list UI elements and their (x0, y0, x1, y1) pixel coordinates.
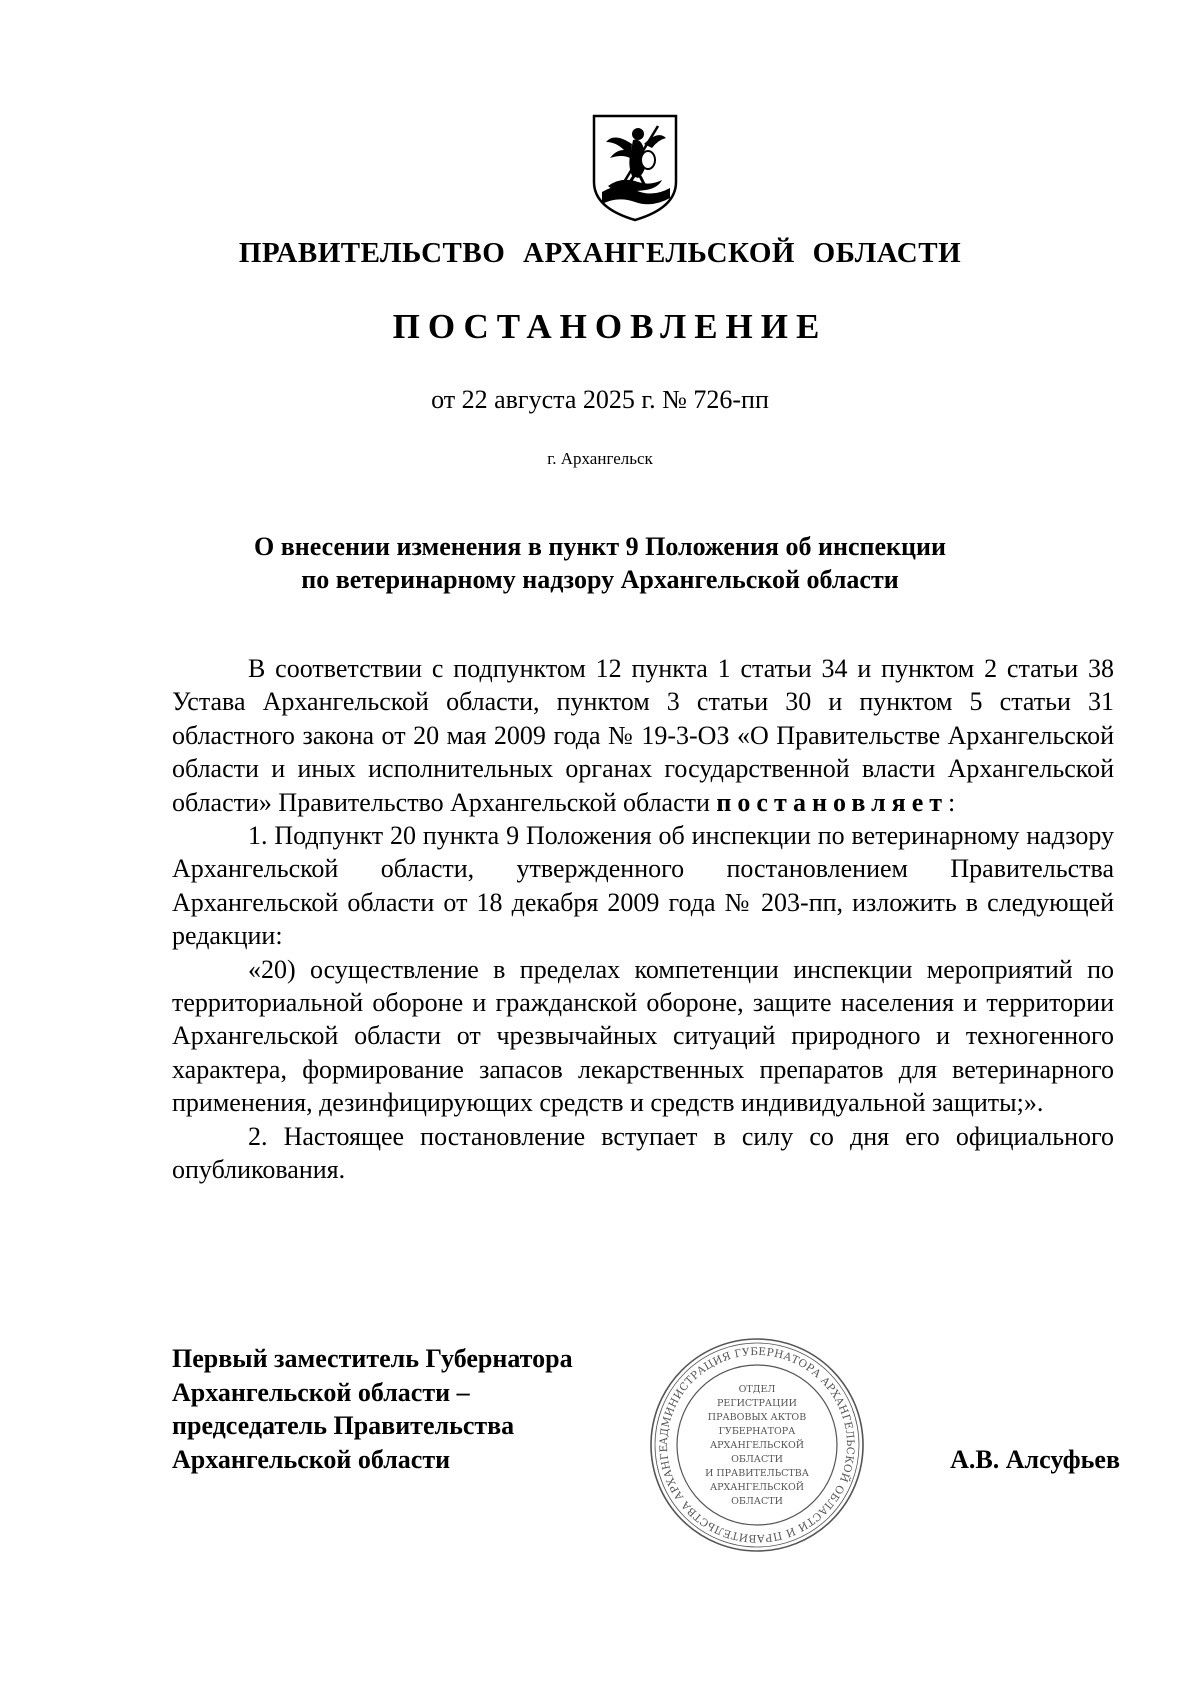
position-line: председатель Правительства (172, 1411, 515, 1440)
coat-of-arms-icon (588, 112, 682, 224)
preamble-text: В соответствии с подпунктом 12 пункта 1 статьи 34 и пунктом 2 статьи 38 Устава Архангельской области, пунктом 3 статьи 30 и пунктом 5 статьи 31 областного закона от 20 мая 2009 года № 19-3-ОЗ «О Правительстве Архангельской области и иных исполнительных органах государственной власти Архангельской области» Правительство Архангельской области (172, 654, 1114, 817)
position-line: Архангельской области – (172, 1377, 470, 1407)
stamp-center-line: ОБЛАСТИ (731, 1496, 783, 1507)
position-line: Первый заместитель Губернатора (172, 1344, 573, 1373)
stamp-center-line: АРХАНГЕЛЬСКОЙ (709, 1482, 805, 1493)
item-1-paragraph: 1. Подпункт 20 пункта 9 Положения об инспекции по ветеринарному надзору Архангельской области, утвержденного постановлением Правительства Архангельской области от 18 декабря 2009 года № 203-пп, изложить в следующей редакции: (172, 821, 1114, 951)
stamp-center-line: И ПРАВИТЕЛЬСТВА (705, 1468, 809, 1479)
item-2-paragraph: 2. Настоящее постановление вступает в силу со дня его официального опубликования. (172, 1121, 1114, 1185)
item-1-quote-paragraph: «20) осуществление в пределах компетенции инспекции мероприятий по территориальной обороне и гражданской обороне, защите населения и территории Архангельской области от чрезвычайных ситуаций природного и техногенного характера, формирование запасов лекарственных препаратов для ветеринарного применения, дезинфицирующих средств и средств индивидуальной защиты;». (172, 954, 1114, 1118)
position-line: Архангельской области (172, 1444, 451, 1474)
subject-line-1: О внесении изменения в пункт 9 Положения об инспекции (254, 532, 946, 561)
document-body (172, 652, 1114, 1187)
stamp-center-line: АРХАНГЕЛЬСКОЙ (709, 1440, 805, 1451)
stamp-center-line: ОТДЕЛ (738, 1384, 776, 1395)
stamp-center-line: РЕГИСТРАЦИИ (717, 1398, 797, 1409)
document-city: г. Архангельск (547, 449, 653, 468)
signatory-name: А.В. Алсуфьев (950, 1445, 1120, 1474)
stamp-center-line: ПРАВОВЫХ АКТОВ (707, 1412, 807, 1423)
document-type: ПОСТАНОВЛЕНИЕ (392, 307, 828, 346)
stamp-center-line: ГУБЕРНАТОРА (718, 1426, 796, 1437)
official-stamp (646, 1334, 868, 1556)
decree-word: постановляет (716, 787, 949, 817)
document-subject (0, 530, 1200, 596)
stamp-center-line: ОБЛАСТИ (731, 1454, 783, 1465)
stamp-ring-text: АДМИНИСТРАЦИЯ ГУБЕРНАТОРА АРХАНГЕЛЬСКОЙ ОБЛАСТИ И ПРАВИТЕЛЬСТВА АРХАНГЕ (657, 1345, 857, 1545)
document-date-number: от 22 августа 2025 г. № 726-пп (431, 385, 769, 414)
government-title: ПРАВИТЕЛЬСТВО АРХАНГЕЛЬСКОЙ ОБЛАСТИ (238, 237, 962, 269)
decree-colon: : (948, 787, 956, 817)
preamble-paragraph (172, 652, 1114, 819)
signatory-position (172, 1342, 632, 1476)
subject-line-2: по ветеринарному надзору Архангельской области (301, 565, 899, 594)
